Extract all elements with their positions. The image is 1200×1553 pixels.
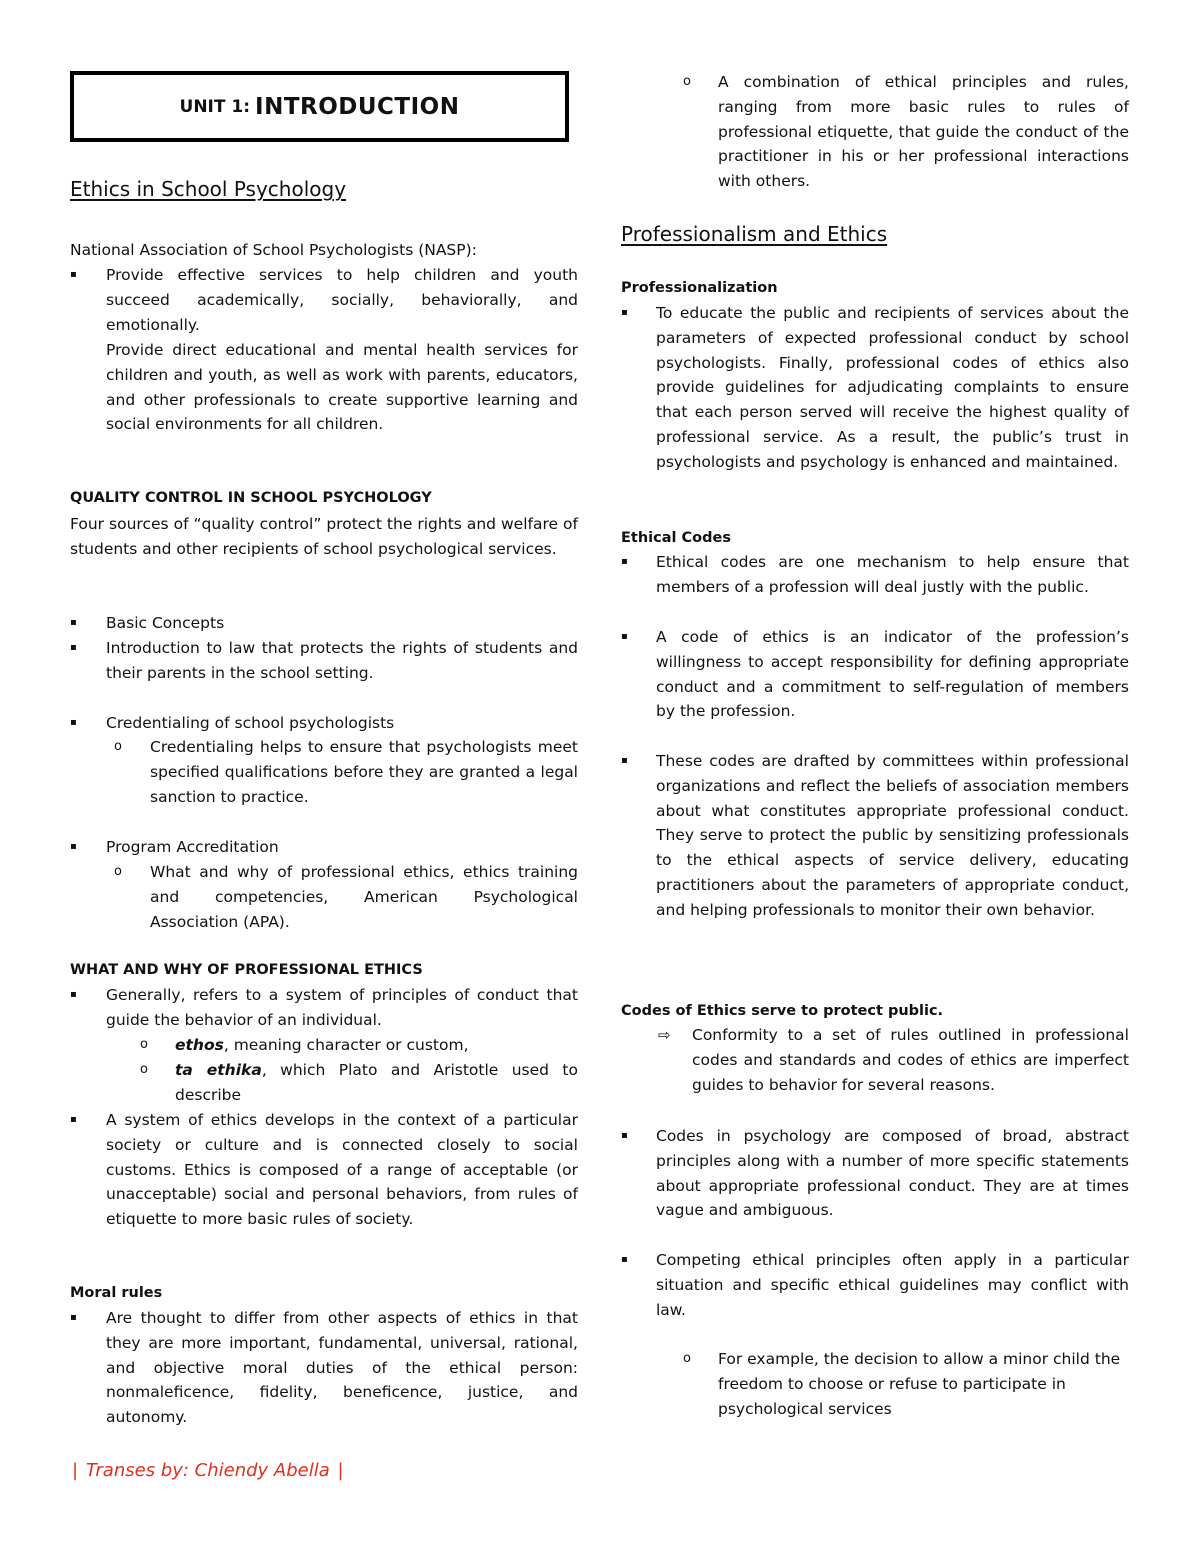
protect-bullet-1: Codes in psychology are composed of broad, abstract principles along with a number of more specific statements about appropriate professional conduct. They are at times vague and ambiguous.: [656, 1127, 1129, 1220]
credentialing-sub-text: Credentialing helps to ensure that psychologists meet specified qualifications before they are granted a legal sanction to practice.: [150, 738, 578, 806]
circle-bullet-icon: o: [140, 1037, 148, 1052]
accreditation-sub-text: What and why of professional ethics, ethics training and competencies, American Psychological Association (APA).: [150, 863, 578, 931]
ethos-meaning: , meaning character or custom,: [223, 1036, 469, 1054]
footer-divider-left: |: [72, 1460, 79, 1481]
list-item: [621, 1124, 1129, 1224]
example-sub-text: For example, the decision to allow a minor child the freedom to choose or refuse to participate in psychological services: [718, 1350, 1121, 1418]
moral-rules-heading: Moral rules: [70, 1285, 163, 1301]
square-bullet-icon: ▪: [621, 631, 628, 642]
ethical-codes-bullet-1: Ethical codes are one mechanism to help ensure that members of a profession will deal justly with the public.: [656, 553, 1129, 596]
circle-bullet-icon: o: [114, 739, 122, 754]
unit-title: INTRODUCTION: [255, 93, 460, 120]
square-bullet-icon: ▪: [621, 556, 628, 567]
square-bullet-icon: ▪: [70, 841, 77, 852]
circle-bullet-icon: o: [683, 1351, 691, 1366]
list-item: [621, 749, 1129, 974]
square-bullet-icon: ▪: [70, 717, 77, 728]
list-item: [621, 301, 1129, 501]
arrow-right-icon: ⇨: [658, 1026, 671, 1044]
what-why-bullet-2: A system of ethics develops in the context of a particular society or culture and is connected closely to social customs. Ethics is composed of a range of acceptable (or unacceptable) social and personal behaviors, from rules of etiquette to more basic rules of society.: [106, 1111, 578, 1229]
professionalization-bullet: To educate the public and recipients of services about the parameters of expected professional conduct by school psychologists. Finally, professional codes of ethics also provide guidelines for adjudicating complaints to ensure that each person served will receive the highest quality of professional service. As a result, the public’s trust in psychologists and psychology is enhanced and maintained.: [656, 304, 1129, 471]
qc-item-law: Introduction to law that protects the rights of students and their parents in the school setting.: [106, 639, 578, 682]
ethos-line: [175, 1033, 578, 1058]
square-bullet-icon: ▪: [621, 755, 628, 766]
nasp-continuation: Provide direct educational and mental health services for children and youth, as well as work with parents, educators, and other professionals to create supportive learning and social environments for all children.: [106, 341, 578, 434]
ta-ethika-term: ta ethika: [175, 1061, 262, 1079]
square-bullet-icon: ▪: [70, 617, 77, 628]
list-item: [683, 1347, 1129, 1422]
footer-text: Transes by: Chiendy Abella: [85, 1460, 330, 1481]
footer-divider-right: |: [337, 1460, 344, 1481]
square-bullet-icon: ▪: [621, 307, 628, 318]
list-item: [140, 1058, 578, 1108]
square-bullet-icon: ▪: [70, 1114, 77, 1125]
list-item: [70, 636, 578, 686]
list-item: [683, 70, 1129, 195]
square-bullet-icon: ▪: [70, 989, 77, 1000]
list-item: [70, 711, 578, 736]
qc-intro: Four sources of “quality control” protect the rights and welfare of students and other recipients of school psychological services.: [70, 515, 578, 558]
list-item: [70, 1306, 578, 1431]
square-bullet-icon: ▪: [621, 1130, 628, 1141]
list-item: [621, 1248, 1129, 1323]
list-item: [114, 860, 578, 935]
circle-bullet-icon: o: [114, 864, 122, 879]
protect-arrow-text: Conformity to a set of rules outlined in professional codes and standards and codes of ethics are imperfect guides to behavior for several reasons.: [692, 1026, 1129, 1094]
qc-item-basic-concepts: Basic Concepts: [106, 614, 225, 632]
list-item: [70, 1108, 578, 1258]
ta-ethika-line: [175, 1058, 578, 1108]
moral-rules-bullet: Are thought to differ from other aspects of ethics in that they are more important, fundamental, universal, rational, and objective moral duties of the ethical person: nonmaleficence, fidelity, beneficence, justice, and autonomy.: [106, 1309, 578, 1427]
circle-bullet-icon: o: [140, 1062, 148, 1077]
professionalization-heading: Professionalization: [621, 280, 778, 296]
list-item: [114, 735, 578, 810]
unit-header-box: [70, 71, 569, 142]
list-item: [621, 550, 1129, 600]
what-why-heading: WHAT AND WHY OF PROFESSIONAL ETHICS: [70, 962, 423, 978]
square-bullet-icon: ▪: [621, 1254, 628, 1265]
nasp-label: National Association of School Psychologists (NASP):: [70, 241, 477, 259]
qc-item-accreditation: Program Accreditation: [106, 838, 279, 856]
nasp-bullet-text: Provide effective services to help children and youth succeed academically, socially, behaviorally, and emotionally.: [106, 266, 578, 334]
list-item: [140, 1033, 578, 1058]
ta-ethika-meaning: , which Plato and Aristotle used to describe: [175, 1061, 578, 1104]
square-bullet-icon: ▪: [70, 642, 77, 653]
square-bullet-icon: ▪: [70, 1312, 77, 1323]
ethical-codes-bullet-3: These codes are drafted by committees within professional organizations and reflect the beliefs of association members about what constitutes appropriate professional conduct. They serve to protect the public by sensitizing professionals to the ethical aspects of service delivery, educating practitioners about the parameters of appropriate conduct, and helping professionals to monitor their own behavior.: [656, 752, 1129, 919]
protect-bullet-2: Competing ethical principles often apply in a particular situation and specific ethical guidelines may conflict with law.: [656, 1251, 1129, 1319]
what-why-bullet-1: Generally, refers to a system of principles of conduct that guide the behavior of an individual.: [106, 986, 578, 1029]
unit-prefix: UNIT 1:: [179, 96, 251, 117]
ethical-codes-heading: Ethical Codes: [621, 530, 731, 546]
ethical-codes-bullet-2: A code of ethics is an indicator of the profession’s willingness to accept responsibility for defining appropriate conduct and a commitment to self-regulation of members by the profession.: [656, 628, 1129, 721]
list-item: [70, 611, 578, 636]
section-title-professionalism: Professionalism and Ethics: [621, 222, 888, 246]
square-bullet-icon: ▪: [70, 269, 77, 280]
circle-bullet-icon: o: [683, 74, 691, 89]
list-item: [621, 625, 1129, 725]
list-item: [70, 835, 578, 860]
ethos-term: ethos: [175, 1036, 224, 1054]
section-title-ethics: Ethics in School Psychology: [70, 177, 347, 201]
qc-item-credentialing: Credentialing of school psychologists: [106, 714, 395, 732]
qc-heading: QUALITY CONTROL IN SCHOOL PSYCHOLOGY: [70, 490, 432, 506]
protect-public-heading: Codes of Ethics serve to protect public.: [621, 1003, 944, 1019]
list-item: [658, 1023, 1129, 1098]
ethics-definition-sub: A combination of ethical principles and rules, ranging from more basic rules to rules of professional etiquette, that guide the conduct of the practitioner in his or her professional interactions with others.: [718, 73, 1129, 191]
footer-credit: [70, 1460, 346, 1481]
list-item: [70, 983, 578, 1033]
